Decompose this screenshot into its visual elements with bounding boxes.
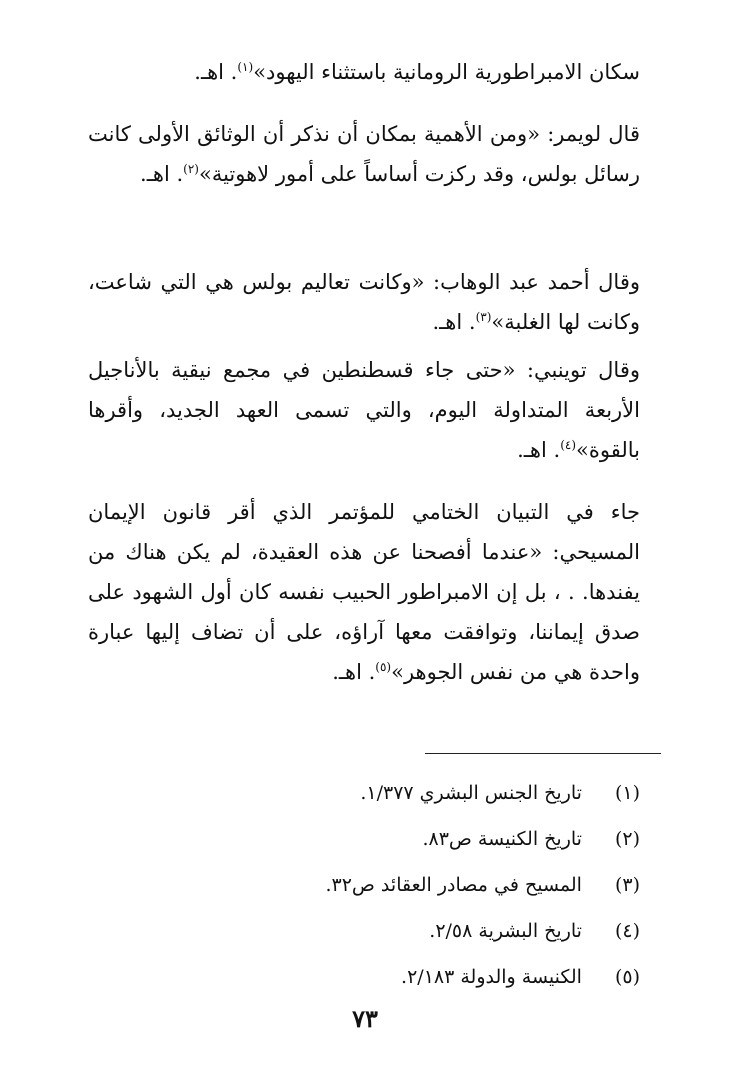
footnote-item [220,816,640,862]
paragraph-1 [88,52,640,92]
paragraph-5 [88,492,640,692]
paragraph-2 [88,114,640,194]
paragraph-text: وقال توينبي: «حتى جاء قسطنطين في مجمع نيقية بالأناجيل الأربعة المتداولة اليوم، والتي تسمى العهد الجديد، وأقرها بالقوة» [88,358,640,462]
footnote-text: الكنيسة والدولة ٢/١٨٣. [401,966,582,988]
footnote-number: (٣) [614,874,640,896]
footnote-separator [425,753,661,754]
footnote-marker: (٤) [560,438,577,452]
footnote-marker: (١) [237,60,254,74]
footnote-number: (٤) [614,920,640,942]
footnote-number: (١) [614,782,640,804]
paragraph-text: . اهـ. [140,162,184,186]
paragraph-3 [88,262,640,342]
footnote-marker: (٢) [183,162,199,176]
paragraph-text: قال لويمر: «ومن الأهمية بمكان أن نذكر أن الوثائق الأولى كانت رسائل بولس، وقد ركزت أساساً على أمور لاهوتية» [88,122,640,186]
footnote-marker: (٣) [475,310,492,324]
footnote-item [220,862,640,908]
paragraph-text: سكان الامبراطورية الرومانية باستثناء اليهود» [253,60,640,84]
footnotes-list [220,770,640,1000]
footnote-item [220,908,640,954]
footnote-text: تاريخ البشرية ٢/٥٨. [429,920,582,942]
page-number: ٧٣ [352,1004,378,1033]
paragraph-text: . اهـ. [194,60,238,84]
footnote-item [220,954,640,1000]
footnote-item [220,770,640,816]
footnote-marker: (٥) [375,660,392,674]
paragraph-text: وقال أحمد عبد الوهاب: «وكانت تعاليم بولس هي التي شاعت، وكانت لها الغلبة» [88,270,640,334]
footnote-number: (٥) [614,966,640,988]
paragraph-text: . اهـ. [517,438,561,462]
footnote-text: المسيح في مصادر العقائد ص٣٢. [325,874,582,896]
footnote-text: تاريخ الكنيسة ص٨٣. [422,828,582,850]
paragraph-text: . اهـ. [432,310,476,334]
paragraph-text: جاء في التبيان الختامي للمؤتمر الذي أقر قانون الإيمان المسيحي: «عندما أفصحنا عن هذه العقيدة، لم يكن هناك من يفندها. . ، بل إن الامبراطور الحبيب نفسه كان أول الشهود على صدق إيماننا، وتوافقت معها آراؤه، على أن تضاف إليها عبارة واحدة هي من نفس الجوهر» [88,500,640,684]
paragraph-4 [88,350,640,470]
footnote-text: تاريخ الجنس البشري ١/٣٧٧. [360,782,582,804]
paragraph-text: . اهـ. [332,660,376,684]
footnote-number: (٢) [614,828,640,850]
